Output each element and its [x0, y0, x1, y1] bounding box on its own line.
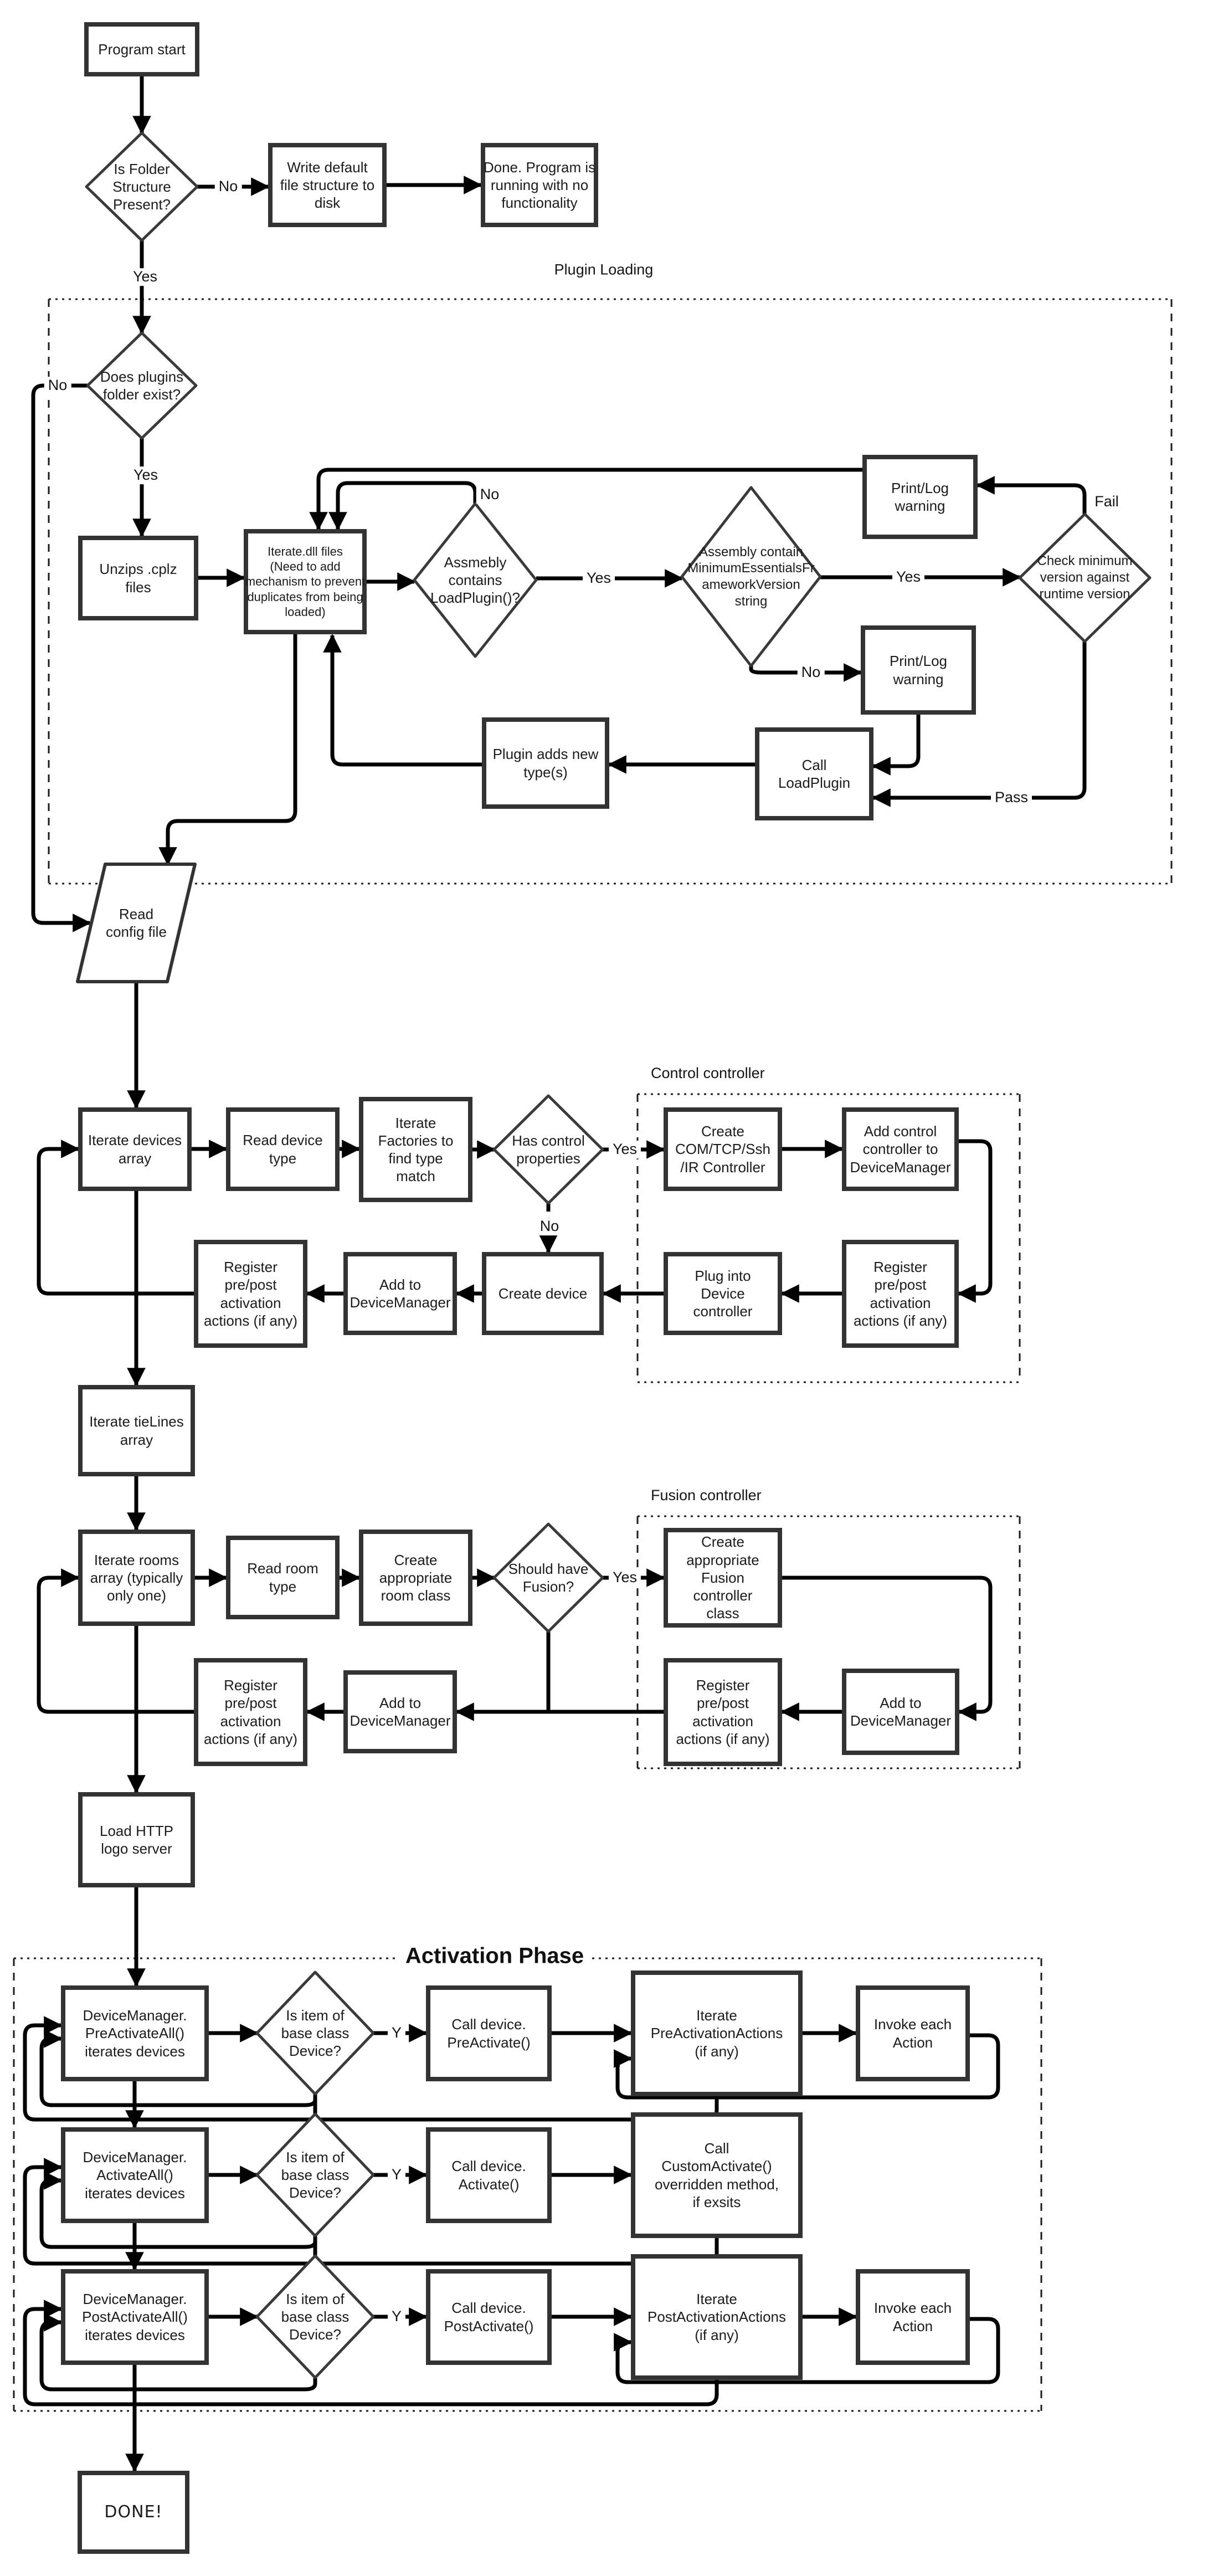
- node-label-line: iterates devices: [85, 2043, 185, 2060]
- node-label-line: Action: [892, 2034, 933, 2051]
- node-label-line: config file: [106, 923, 167, 940]
- check-minimum-version-label: [1020, 514, 1150, 642]
- node-label-line: PostActivateAll(): [82, 2308, 188, 2326]
- node-label-line: controller: [693, 1303, 753, 1320]
- edge-iteratedll-to-readconfig: [168, 634, 295, 864]
- node-label-line: type: [269, 1150, 297, 1167]
- node-label-line: LoadPlugin()?: [430, 589, 520, 607]
- plug-into-device-controller: [664, 1252, 782, 1335]
- node-label-line: Load HTTP: [100, 1822, 173, 1839]
- node-label-line: appropriate: [379, 1569, 453, 1586]
- program-start: [84, 22, 199, 76]
- node-label-line: files: [125, 578, 151, 596]
- node-label-line: folder exist?: [102, 386, 181, 403]
- node-label-line: Device?: [289, 2043, 341, 2060]
- iterate-tielines-array: [78, 1385, 195, 1476]
- node-label-line: PreActivate(): [447, 2034, 531, 2051]
- node-label-line: Add to: [379, 1694, 422, 1711]
- node-label-line: string: [734, 593, 768, 609]
- node-label-line: Iterate rooms: [94, 1551, 179, 1568]
- iterate-factories: [359, 1097, 472, 1202]
- node-label-line: Is item of: [286, 2290, 345, 2307]
- iterate-postactivationactions: [631, 2254, 803, 2380]
- node-label-line: Check minimum: [1037, 553, 1133, 569]
- edge-label-hascontrol-no: No: [536, 1218, 563, 1235]
- create-device: [482, 1252, 604, 1335]
- group-label-plugin-loading-group: Plugin Loading: [554, 261, 654, 278]
- node-label-line: pre/post: [697, 1695, 749, 1712]
- group-label-activation-phase-group: Activation Phase: [398, 1944, 592, 1969]
- node-label-line: Iterate: [395, 1114, 436, 1131]
- node-label-line: Read device: [243, 1132, 323, 1149]
- unzips-cplz-files: [78, 536, 198, 620]
- node-label-line: activation: [692, 1712, 753, 1730]
- read-config-file-label: [78, 864, 195, 982]
- load-http-logo-server: [78, 1792, 195, 1887]
- node-label-line: DeviceManager.: [83, 2007, 187, 2024]
- group-label-fusion-controller-group: Fusion controller: [651, 1487, 762, 1503]
- node-label-line: warning: [895, 497, 945, 514]
- add-control-controller: [842, 1107, 959, 1191]
- node-label-line: Is item of: [286, 2007, 345, 2024]
- node-label-line: CustomActivate(): [661, 2158, 772, 2175]
- node-label-line: COM/TCP/Ssh: [675, 1141, 770, 1158]
- node-label-line: type: [269, 1578, 297, 1595]
- node-label-line: Add control: [864, 1123, 937, 1140]
- node-label-line: runtime version: [1039, 586, 1130, 602]
- node-label-line: iterates devices: [85, 2184, 185, 2202]
- node-label-line: Unzips .cplz: [99, 561, 177, 578]
- node-label-line: activation: [870, 1294, 931, 1311]
- node-label-line: Device: [701, 1285, 745, 1302]
- node-label-line: controller to: [862, 1141, 938, 1158]
- is-base-class-device-2-label: [257, 2114, 373, 2236]
- node-label-line: logo server: [101, 1840, 172, 1857]
- node-label-line: only one): [107, 1587, 166, 1604]
- add-to-devicemanager-dev: [343, 1252, 457, 1335]
- is-base-class-device-3-label: [257, 2256, 373, 2378]
- node-label-line: functionality: [501, 194, 578, 212]
- edge-printlow-to-callloadplugin: [873, 715, 918, 766]
- node-label-line: actions (if any): [853, 1312, 948, 1329]
- edge-label-loadplugin-yes: Yes: [583, 569, 615, 587]
- node-label-line: type(s): [523, 763, 568, 781]
- node-label-line: Device?: [289, 2184, 341, 2202]
- node-label-line: /IR Controller: [680, 1158, 765, 1176]
- devicemanager-activateall: [61, 2127, 209, 2223]
- iterate-preactivationactions: [631, 1971, 803, 2096]
- node-label-line: Structure: [112, 178, 171, 195]
- call-loadplugin: [755, 727, 873, 820]
- iterate-devices-array: [78, 1107, 192, 1191]
- node-label-line: Does plugins: [100, 368, 184, 385]
- node-label-line: pre/post: [224, 1276, 277, 1294]
- node-label-line: loaded): [285, 604, 326, 619]
- node-label-line: ameworkVersion: [702, 577, 800, 592]
- node-label-line: file structure to: [280, 176, 375, 193]
- node-label-line: Call device.: [451, 2158, 526, 2175]
- edge-label-checkmin-pass: Pass: [991, 789, 1032, 807]
- node-label-line: pre/post: [224, 1695, 277, 1712]
- call-device-preactivate: [426, 1985, 552, 2081]
- edge-label-plugins-no-to-readconfig: No: [44, 377, 71, 394]
- edge-label-d3-y: Y: [388, 2308, 405, 2326]
- edge-checkmin-fail: [978, 485, 1085, 514]
- node-label-line: find type: [388, 1150, 443, 1167]
- call-device-postactivate: [426, 2269, 552, 2365]
- node-label-line: activation: [220, 1294, 281, 1311]
- create-room-class: [359, 1530, 472, 1626]
- node-label-line: Add to: [379, 1276, 422, 1293]
- node-label-line: Is item of: [286, 2148, 345, 2166]
- edge-label-minversion-no: No: [798, 664, 825, 681]
- print-log-warning-top: [862, 455, 978, 539]
- node-label-line: Invoke each: [873, 2016, 952, 2033]
- node-label-line: PostActivate(): [444, 2317, 534, 2334]
- node-label-line: disk: [314, 194, 341, 212]
- devicemanager-postactivateall: [61, 2269, 209, 2365]
- assembly-contains-minversion-label: [682, 488, 820, 666]
- invoke-each-action-3: [856, 2269, 970, 2365]
- write-default-structure: [268, 143, 387, 227]
- node-label-line: Register: [224, 1677, 277, 1694]
- read-device-type: [226, 1107, 340, 1191]
- node-label-line: Register: [224, 1259, 277, 1276]
- register-prepost-ctrl: [842, 1240, 959, 1348]
- node-label-line: pre/post: [874, 1276, 927, 1294]
- invoke-each-action-1: [856, 1985, 970, 2081]
- node-label-line: Iterate: [696, 2291, 737, 2308]
- node-label-line: actions (if any): [203, 1730, 298, 1747]
- node-label-line: warning: [893, 670, 944, 687]
- node-label-line: Fusion?: [522, 1578, 574, 1595]
- node-label-line: Done. Program is: [483, 158, 596, 176]
- node-label-line: Register: [696, 1677, 750, 1694]
- node-label-line: overridden method,: [654, 2175, 779, 2193]
- done-no-functionality: [481, 143, 598, 227]
- node-label-line: Activate(): [458, 2175, 520, 2193]
- has-control-properties-label: [494, 1096, 603, 1203]
- node-label-line: contains: [448, 571, 502, 588]
- add-to-devicemanager-rooms: [343, 1670, 457, 1753]
- node-label-line: Iterate.dll files: [268, 544, 343, 558]
- node-label-line: Assembly contain: [698, 544, 804, 560]
- node-label-line: PostActivationActions: [647, 2308, 786, 2326]
- node-label-line: Create: [701, 1533, 745, 1551]
- node-label-line: DeviceManager: [350, 1712, 451, 1729]
- node-label-line: Iterate tieLines: [89, 1413, 184, 1430]
- edge-label-fusion-yes: Yes: [609, 1569, 641, 1587]
- node-label-line: base class: [281, 2024, 350, 2041]
- node-label-line: DeviceManager.: [83, 2291, 187, 2308]
- node-label-line: Print/Log: [891, 479, 949, 496]
- node-label-line: DeviceManager.: [83, 2149, 187, 2166]
- node-label-line: Should have: [508, 1560, 589, 1577]
- node-label-line: Create: [701, 1123, 745, 1140]
- node-label-line: appropriate: [686, 1551, 759, 1568]
- node-label-line: Print/Log: [889, 653, 948, 670]
- group-label-control-controller-group: Control controller: [651, 1065, 765, 1081]
- node-label-line: Write default: [287, 158, 368, 176]
- node-label-line: activation: [220, 1712, 281, 1730]
- add-to-devicemanager-fusion: [842, 1669, 959, 1755]
- edge-label-d2-y: Y: [388, 2166, 405, 2184]
- does-plugins-folder-exist-label: [88, 333, 196, 438]
- node-label-line: Plug into: [695, 1267, 751, 1284]
- node-label-line: iterates devices: [85, 2326, 185, 2343]
- iterate-dll-files: [244, 529, 367, 634]
- devicemanager-preactivateall: [61, 1985, 209, 2081]
- node-label-line: Plugin adds new: [492, 746, 599, 763]
- node-label-line: running with no: [490, 176, 589, 193]
- node-label-line: if exsits: [692, 2193, 741, 2210]
- edge-label-folder-no: No: [215, 178, 242, 196]
- is-folder-structure-present-label: [86, 133, 197, 240]
- node-label-line: MinimumEssentialsFr: [687, 561, 815, 576]
- create-com-tcp-ssh-ir: [664, 1107, 782, 1191]
- print-log-warning-low: [861, 625, 976, 715]
- node-label-line: Action: [892, 2317, 933, 2334]
- node-label-line: room class: [381, 1587, 451, 1604]
- node-label-line: Has control: [512, 1132, 585, 1149]
- edge-label-loadplugin-no-loop: No: [476, 486, 503, 504]
- node-label-line: DeviceManager: [350, 1294, 451, 1311]
- node-label-line: Call: [704, 2140, 729, 2157]
- node-label-line: Register: [873, 1259, 927, 1276]
- edge-label-d1-y: Y: [388, 2024, 405, 2042]
- edge-label-plugins-yes: Yes: [130, 466, 162, 484]
- node-label-line: Fusion: [701, 1569, 745, 1586]
- node-label-line: DONE!: [104, 2502, 163, 2522]
- node-label-line: Iterate devices: [88, 1132, 182, 1149]
- node-label-line: class: [706, 1605, 739, 1622]
- create-fusion-controller: [664, 1528, 782, 1628]
- node-label-line: base class: [281, 2166, 350, 2183]
- node-label-line: Assmebly: [444, 553, 507, 571]
- node-label-line: Present?: [112, 196, 171, 213]
- edge-label-hascontrol-yes: Yes: [609, 1141, 641, 1158]
- node-label-line: PreActivationActions: [650, 2025, 783, 2042]
- edge-label-minversion-yes: Yes: [892, 568, 924, 586]
- assembly-contains-loadplugin-label: [414, 504, 536, 656]
- node-label-line: (if any): [695, 2043, 739, 2060]
- plugin-adds-new-types: [482, 717, 609, 809]
- register-prepost-fusion: [664, 1658, 782, 1766]
- call-device-activate: [426, 2127, 552, 2223]
- register-prepost-dev: [194, 1240, 307, 1348]
- node-label-line: LoadPlugin: [778, 774, 851, 791]
- node-label-line: Read room: [247, 1560, 318, 1577]
- node-label-line: Iterate: [696, 2007, 737, 2024]
- node-label-line: array (typically: [90, 1569, 183, 1586]
- node-label-line: Factories to: [378, 1132, 454, 1149]
- done: [78, 2471, 189, 2554]
- node-label-line: Call: [801, 756, 827, 773]
- node-label-line: version against: [1040, 570, 1130, 586]
- call-customactivate: [631, 2112, 803, 2238]
- node-label-line: Read: [119, 905, 154, 922]
- node-label-line: properties: [516, 1150, 580, 1167]
- node-label-line: Program start: [98, 40, 186, 58]
- node-label-line: array: [118, 1150, 152, 1167]
- node-label-line: (if any): [695, 2326, 739, 2343]
- node-label-line: Call device.: [451, 2300, 526, 2317]
- edge-label-folder-yes: Yes: [129, 268, 161, 286]
- node-label-line: ActivateAll(): [96, 2167, 173, 2184]
- node-label-line: base class: [281, 2308, 350, 2325]
- node-label-line: array: [120, 1431, 153, 1448]
- node-label-line: DeviceManager: [850, 1712, 952, 1729]
- register-prepost-rooms: [194, 1658, 307, 1766]
- node-label-line: Call device.: [451, 2016, 526, 2033]
- edge-plugins-no-to-readconfig: [33, 386, 90, 923]
- node-label-line: Is Folder: [114, 160, 170, 177]
- node-label-line: match: [396, 1168, 435, 1185]
- node-label-line: duplicates from being: [247, 589, 363, 604]
- node-label-line: (Need to add: [270, 560, 341, 574]
- node-label-line: Device?: [289, 2326, 341, 2343]
- is-base-class-device-1-label: [257, 1972, 373, 2094]
- iterate-rooms-array: [78, 1530, 195, 1626]
- edge-addctrl-to-registerctrl: [959, 1141, 990, 1294]
- node-label-line: mechanism to prevent: [245, 574, 366, 589]
- should-have-fusion-label: [494, 1524, 603, 1631]
- read-room-type: [226, 1536, 340, 1619]
- edge-label-checkmin-fail: Fail: [1091, 493, 1123, 511]
- node-label-line: actions (if any): [203, 1312, 298, 1329]
- node-label-line: Invoke each: [873, 2300, 952, 2317]
- node-label-line: Add to: [880, 1694, 922, 1711]
- node-label-line: controller: [693, 1587, 753, 1604]
- node-label-line: DeviceManager: [850, 1158, 951, 1176]
- node-label-line: Create: [394, 1551, 438, 1568]
- node-label-line: Create device: [498, 1285, 588, 1302]
- node-label-line: PreActivateAll(): [85, 2025, 185, 2042]
- node-label-line: actions (if any): [676, 1730, 770, 1747]
